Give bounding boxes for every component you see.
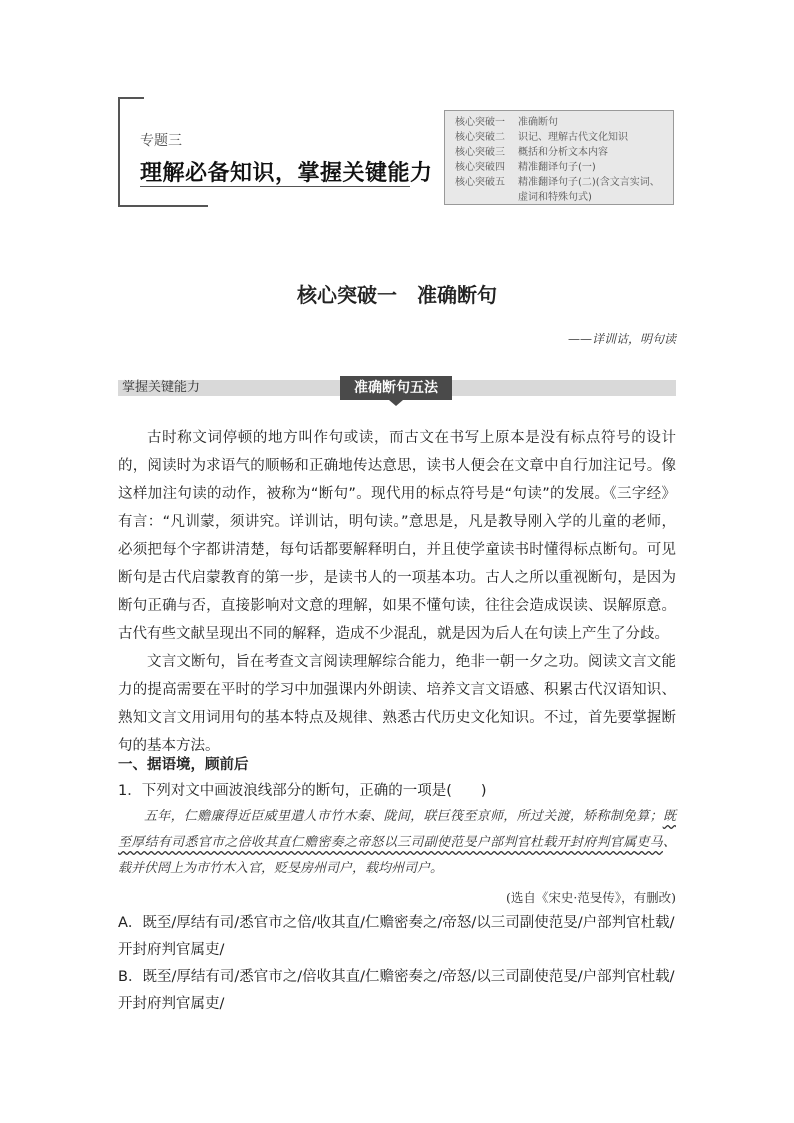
- paragraph: 文言文断句，旨在考查文言阅读理解综合能力，绝非一朝一夕之功。阅读文言文能力的提高需要在平时的学习中加强课内外朗读、培养文言文语感、积累古代汉语知识、熟知文言文用词用句的基本特点及规律、熟悉古代历史文化知识。不过，首先要掌握断句的基本方法。: [118, 654, 676, 754]
- toc-item: [455, 130, 667, 145]
- passage-tail: 、载并伏罔上为市竹木入官，贬旻房州司户，载均州司户。: [118, 835, 676, 876]
- toc-item-continuation: 虚词和特殊句式): [518, 192, 592, 203]
- body-text: [118, 424, 676, 760]
- section-tag-pointer: [389, 400, 403, 406]
- frame-vertical-rule: [118, 97, 120, 207]
- passage-wavy: 既至厚结有司悉官市之倍收其直仁赡密奏之帝怒以三司副使范旻户部判官杜载开封府判官属: [118, 809, 676, 850]
- section-tag: 准确断句五法: [340, 376, 452, 400]
- toc-item: [455, 115, 667, 130]
- toc-item-label: 核心突破一: [455, 117, 505, 128]
- toc-item-text: 准确断句: [518, 117, 558, 128]
- paragraph: 古时称文词停顿的地方叫作句或读，而古文在书写上原本是没有标点符号的设计的，阅读时为求语气的顺畅和正确地传达意思，读书人便会在文章中自行加注记号。像这样加注句读的动作，被称为“断句”。现代用的标点符号是“句读”的发展。《三字经》有言：“凡训蒙，须讲究。详训诂，明句读。”意思是，凡是教导刚入学的儿童的老师，必须把每个字都讲清楚，每句话都要解释明白，并且使学童读书时懂得标点断句。可见断句是古代启蒙教育的第一步，是读书人的一项基本功。古人之所以重视断句，是因为断句正确与否，直接影响对文意的理解，如果不懂句读，往往会造成误读、误解原意。古代有些文献呈现出不同的解释，造成不少混乱，就是因为后人在句读上产生了分歧。: [118, 430, 676, 642]
- toc-item-label: 核心突破三: [455, 147, 505, 158]
- topic-frame: [118, 97, 408, 207]
- passage-wavy-end: 吏马: [636, 835, 663, 850]
- toc-item-label: 核心突破五: [455, 177, 505, 188]
- toc-item-text: 精准翻译句子(二)(含文言实词、: [518, 177, 660, 188]
- frame-bottom-rule: [118, 205, 208, 207]
- frame-top-rule: [118, 97, 144, 99]
- topic-label: 专题三: [140, 133, 182, 149]
- toc-item: [455, 175, 667, 190]
- answer-options: [118, 910, 676, 1018]
- toc-item-text: 精准翻译句子(一): [518, 162, 596, 173]
- toc-box: [444, 110, 674, 205]
- passage-plain: 五年，仁赡廉得近臣威里遣人市竹木秦、陇间，联巨筏至京师，所过关渡，矫称制免算；: [144, 809, 663, 824]
- toc-item-text: 概括和分析文本内容: [518, 147, 608, 158]
- toc-item: [455, 160, 667, 175]
- question-stem: 1．下列对文中画波浪线部分的断句，正确的一项是( ): [118, 783, 487, 799]
- topic-title-rule: [140, 186, 410, 187]
- motto: ——详训诂，明句读: [567, 332, 676, 346]
- source-citation: (选自《宋史·范旻传》，有删改): [506, 890, 676, 905]
- topic-title: 理解必备知识，掌握关键能力: [140, 160, 433, 186]
- method-heading: 一、据语境，顾前后: [118, 757, 249, 773]
- toc-item-text: 识记、理解古代文化知识: [518, 132, 628, 143]
- toc-item-label: 核心突破四: [455, 162, 505, 173]
- toc-item: [455, 145, 667, 160]
- option-b[interactable]: B．既至/厚结有司/悉官市之/倍收其直/仁赡密奏之/帝怒/以三司副使范旻/户部判官杜载/开封府判官属吏/: [118, 969, 675, 1012]
- source-passage: [118, 804, 676, 882]
- section-label: 掌握关键能力: [122, 380, 201, 395]
- option-a[interactable]: A．既至/厚结有司/悉官市之倍/收其直/仁赡密奏之/帝怒/以三司副使范旻/户部判官杜载/开封府判官属吏/: [118, 915, 675, 958]
- main-title: 核心突破一 准确断句: [297, 283, 497, 307]
- toc-item-label: 核心突破二: [455, 132, 505, 143]
